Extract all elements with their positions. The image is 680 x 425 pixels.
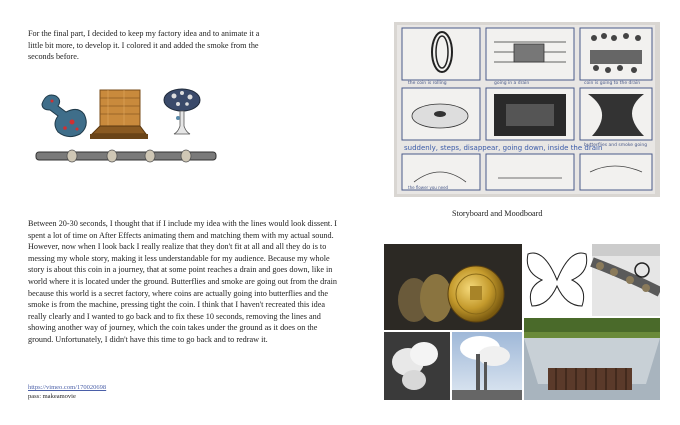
video-link[interactable]: https://vimeo.com/170020698: [28, 384, 107, 391]
orange-press: [100, 90, 140, 126]
factory-drawing: [32, 82, 232, 172]
intro-paragraph: For the final part, I decided to keep my factory idea and to animate it a little bit more, to develop it. I colored it and added the smoke from the seconds before.: [28, 29, 260, 62]
storyboard-note-6: the flower you need: [408, 185, 449, 190]
storyboard-note-1: the coin is rolling: [408, 81, 447, 86]
storyboard-image: [394, 22, 660, 197]
body-paragraph: Between 20-30 seconds, I thought that if I include my idea with the lines would look dissent. I spent a lot of time on After Effects animating them and matching them with my actual sound. However, now when I look back I really realize that they don't fit at all and all they do is to messing my whole story, making it less understandable for my audience. Because my whole story is about this coin in a journey, that at some point reaches a drain and goes down, like in world where it is located under the ground. Butterflies and smoke are going out from the drain because this world is a secret factory, where coins are actually going into butterflies and the smoke is from the machine, pressing tight the coin. I think that I haven't recreated this idea really clearly and I wanted to go back and to fix these 10 seconds, removing the lines and showing another way of journey, which the coin takes under the ground as it does on the ground. Unfortunately, I didn't have this time to go back and to redraw it.: [28, 219, 338, 344]
storyboard-note-2: going in a drain: [494, 81, 530, 86]
moodboard-collage: [384, 244, 660, 400]
storyboard-caption: Storyboard and Moodboard: [452, 209, 543, 218]
password-text: pass: makeamovie: [28, 393, 76, 400]
storyboard-note-3: coin is going to the drain: [584, 81, 641, 86]
storyboard-note-4: suddenly, steps, disappear, going down, inside the drain: [404, 144, 603, 152]
storyboard-note-5: butterflies and smoke going: [584, 143, 648, 148]
teal-creature: [42, 95, 86, 137]
